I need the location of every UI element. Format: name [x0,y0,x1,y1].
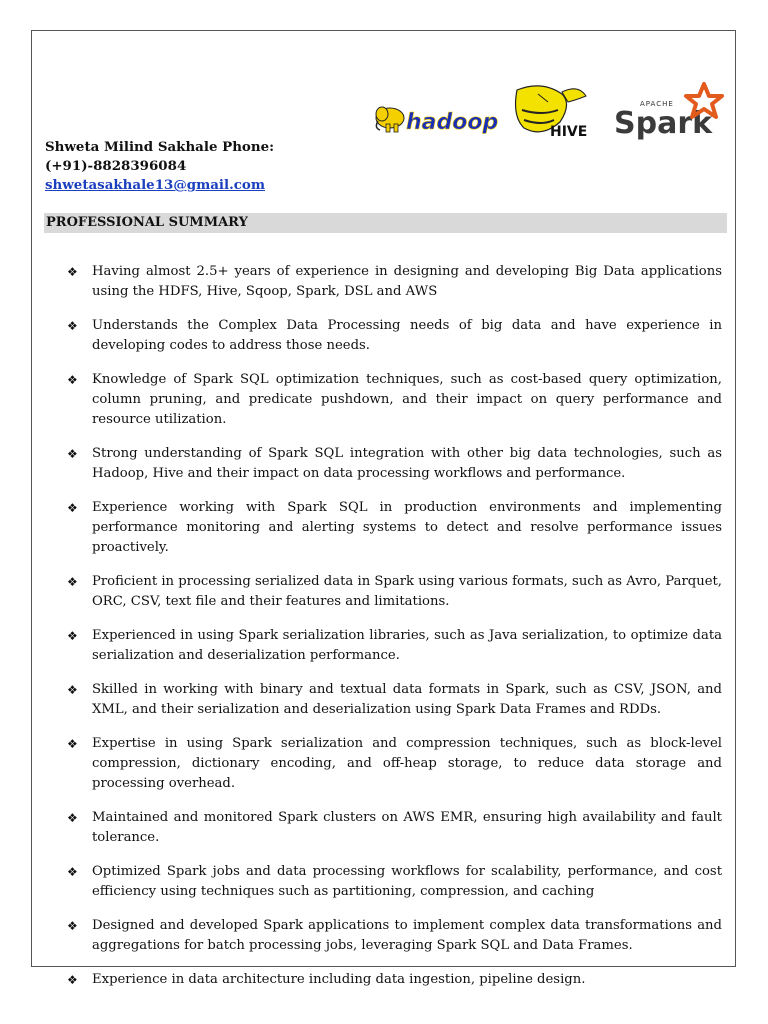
summary-list [67,262,722,1004]
list-item-text: Expertise in using Spark serialization and compression techniques, such as block-level compression, dictionary encoding, and off-heap storage, to reduce data storage and processing overhead. [92,736,722,791]
email-link[interactable]: shwetasakhale13@gmail.com [45,177,266,193]
list-item [67,862,722,902]
phone-number: (+91)-8828396084 [45,158,187,174]
list-item [67,734,722,794]
list-item [67,444,722,484]
diamond-four-icon: ❖ [67,973,78,987]
list-item [67,498,722,558]
list-item-text: Optimized Spark jobs and data processing workflows for scalability, performance, and cost efficiency using techniques such as partitioning, compression, and caching [92,864,722,899]
section-heading-professional-summary: PROFESSIONAL SUMMARY [44,213,727,233]
diamond-four-icon: ❖ [67,501,78,515]
spark-logo [614,84,722,141]
list-item [67,316,722,356]
spark-apache-text: APACHE [640,100,674,108]
diamond-four-icon: ❖ [67,919,78,933]
hadoop-logo [376,107,498,135]
list-item-text: Maintained and monitored Spark clusters on AWS EMR, ensuring high availability and fault tolerance. [92,810,722,845]
hive-logo-text: HIVE [550,124,588,140]
diamond-four-icon: ❖ [67,683,78,697]
list-item [67,262,722,302]
list-item-text: Proficient in processing serialized data in Spark using various formats, such as Avro, Parquet, ORC, CSV, text file and their features and limitations. [92,574,722,609]
list-item [67,370,722,430]
list-item [67,970,722,990]
list-item [67,808,722,848]
technology-logos [372,76,732,146]
diamond-four-icon: ❖ [67,265,78,279]
list-item-text: Strong understanding of Spark SQL integration with other big data technologies, such as Hadoop, Hive and their impact on data processing workflows and performance. [92,446,722,481]
list-item [67,680,722,720]
diamond-four-icon: ❖ [67,575,78,589]
list-item-text: Experience in data architecture including data ingestion, pipeline design. [92,972,586,987]
hive-logo [516,86,588,140]
list-item-text: Having almost 2.5+ years of experience in designing and developing Big Data applications using the HDFS, Hive, Sqoop, Spark, DSL and AWS [92,264,722,299]
list-item [67,626,722,666]
contact-block [45,138,274,195]
diamond-four-icon: ❖ [67,629,78,643]
diamond-four-icon: ❖ [67,865,78,879]
list-item-text: Designed and developed Spark applications to implement complex data transformations and aggregations for batch processing jobs, leveraging Spark SQL and Data Frames. [92,918,722,953]
list-item [67,572,722,612]
list-item-text: Experience working with Spark SQL in production environments and implementing performance monitoring and alerting systems to detect and resolve performance issues proactively. [92,500,722,555]
name-line: Shweta Milind Sakhale Phone: [45,139,275,155]
diamond-four-icon: ❖ [67,447,78,461]
diamond-four-icon: ❖ [67,373,78,387]
hadoop-logo-text: hadoop [406,110,499,135]
list-item-text: Knowledge of Spark SQL optimization techniques, such as cost-based query optimization, column pruning, and predicate pushdown, and their impact on query performance and resource utilization. [92,372,722,427]
diamond-four-icon: ❖ [67,811,78,825]
list-item [67,916,722,956]
diamond-four-icon: ❖ [67,319,78,333]
diamond-four-icon: ❖ [67,737,78,751]
list-item-text: Experienced in using Spark serialization libraries, such as Java serialization, to optimize data serialization and deserialization performance. [92,628,722,663]
list-item-text: Understands the Complex Data Processing needs of big data and have experience in developing codes to address those needs. [92,318,722,353]
list-item-text: Skilled in working with binary and textual data formats in Spark, such as CSV, JSON, and XML, and their serialization and deserialization using Spark Data Frames and RDDs. [92,682,722,717]
spark-logo-text: Spark [614,106,713,141]
